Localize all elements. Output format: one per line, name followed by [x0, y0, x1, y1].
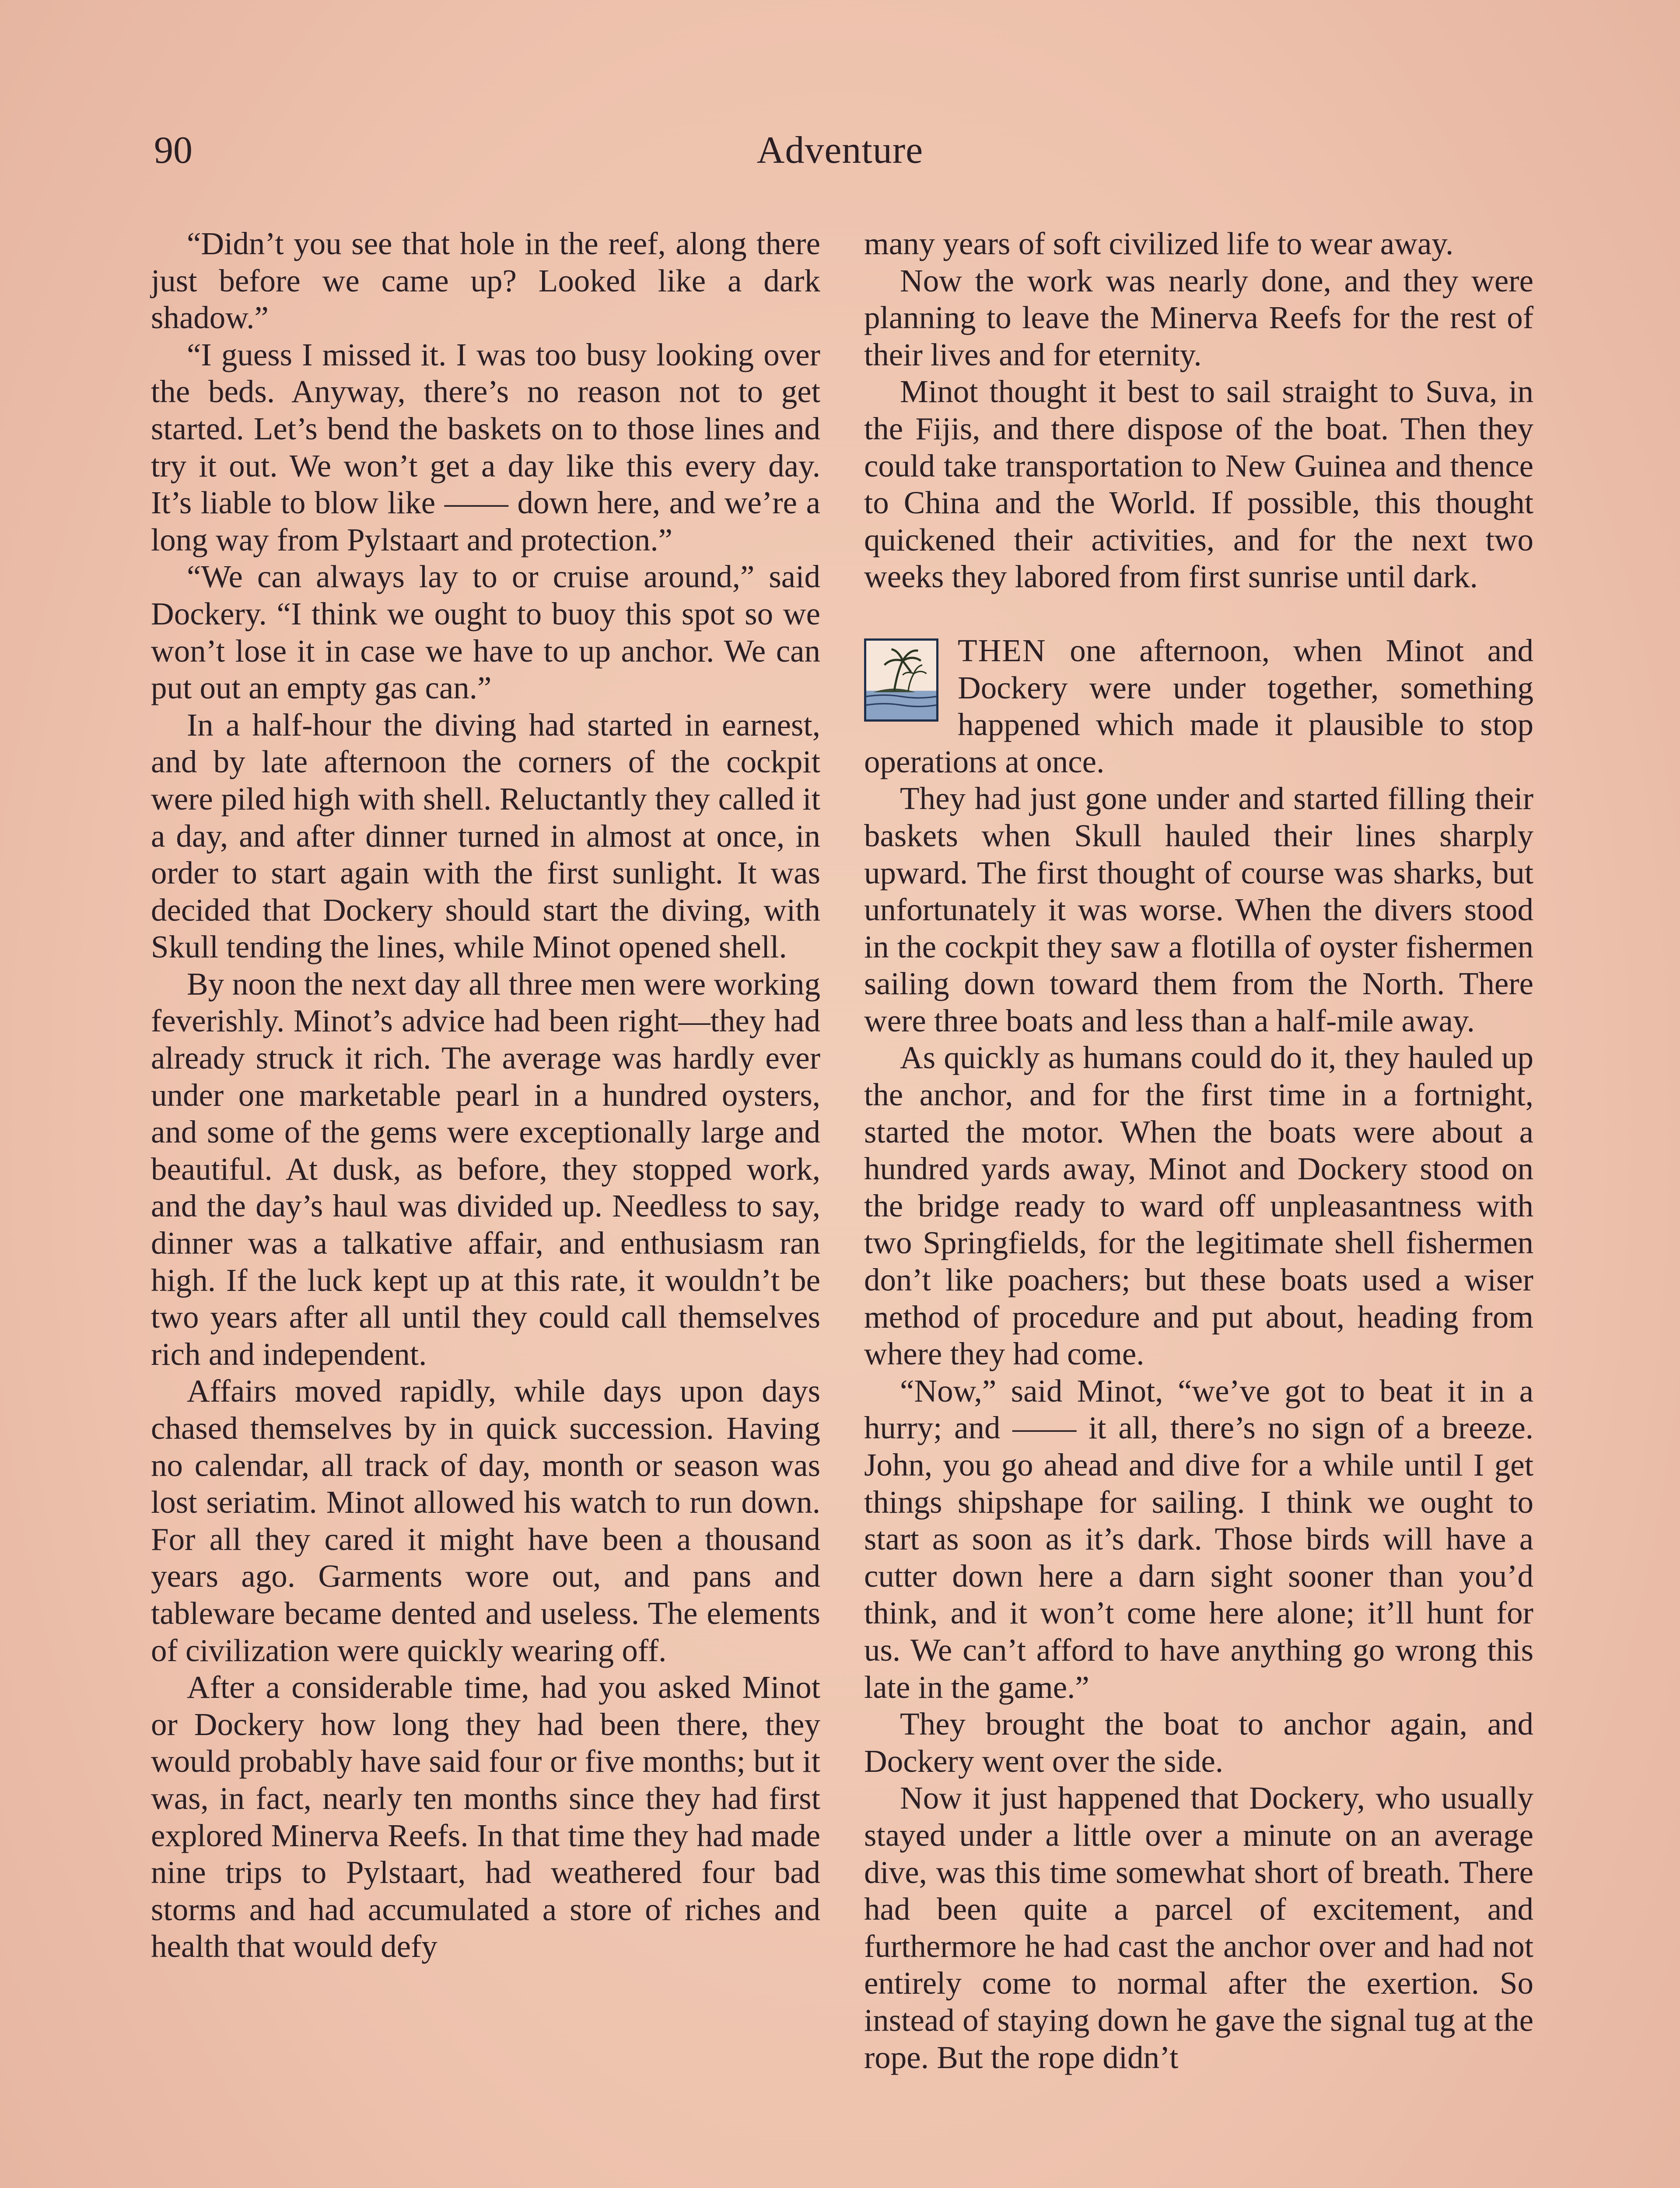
paragraph: “Didn’t you see that hole in the reef, along there just before we came up? Looked like a dark shadow.” — [151, 226, 820, 336]
right-column — [864, 225, 1533, 2076]
paragraph: Now it just happened that Dockery, who usually stayed under a little over a minute on an average dive, was this time somewhat short of breath. There had been quite a parcel of excitement, and furthermore he had cast the anchor over and had not entirely come to normal after the exertion. So instead of staying down he gave the signal tug at the rope. But the rope didn’t — [864, 1780, 1533, 2075]
running-title: Adventure — [756, 129, 924, 172]
paragraph: After a considerable time, had you asked Minot or Dockery how long they had been there, they would probably have said four or five months; but it was, in fact, nearly ten months since they had first explored Minerva Reefs. In that time they had made nine trips to Pylstaart, had weathered four bad storms and had accumulated a store of riches and health that would defy — [151, 1669, 820, 1964]
lead-word: THEN — [958, 632, 1046, 668]
first-paragraph-text: one afternoon, when Minot and Dockery were under together, something happened which made it plausible to stop operations at once. — [864, 632, 1533, 779]
paragraph: Minot thought it best to sail straight to Suva, in the Fijis, and there dispose of the boat. Then they could take transportation to New Guinea and thence to China and the World. If possible, this thought quickened their activities, and for the next two weeks they labored from first sunrise until dark. — [864, 374, 1533, 595]
paragraph: “I guess I missed it. I was too busy looking over the beds. Anyway, there’s no reason not to get started. Let’s bend the baskets on to those lines and try it out. We won’t get a day like this every day. It’s liable to blow like —— down here, and we’re a long way from Pylstaart and protection.” — [151, 337, 820, 558]
page-number: 90 — [154, 129, 192, 172]
paragraph: In a half-hour the diving had started in earnest, and by late afternoon the corners of the cockpit were piled high with shell. Reluctantly they called it a day, and after dinner turned in almost at once, in order to start again with the first sunlight. It was decided that Dockery should start the diving, with Skull tending the lines, while Minot opened shell. — [151, 707, 820, 965]
paragraph: By noon the next day all three men were working feverishly. Minot’s advice had been right—they had already struck it rich. The average was hardly ever under one marketable pearl in a hundred oysters, and some of the gems were exceptionally large and beautiful. At dusk, as before, they stopped work, and the day’s haul was divided up. Needless to say, dinner was a talkative affair, and enthusiasm ran high. If the luck kept up at this rate, it wouldn’t be two years after all until they could call themselves rich and independent. — [151, 966, 820, 1372]
paragraph: They had just gone under and started filling their baskets when Skull hauled their lines sharply upward. The first thought of course was sharks, but unfortunately it was worse. When the divers stood in the cockpit they saw a flotilla of oyster fishermen sailing down toward them from the North. There were three boats and less than a half-mile away. — [864, 781, 1533, 1038]
paragraph: Now the work was nearly done, and they were planning to leave the Minerva Reefs for the rest of their lives and for eternity. — [864, 263, 1533, 372]
section-break — [864, 596, 1533, 632]
paragraph: “Now,” said Minot, “we’ve got to beat it in a hurry; and —— it all, there’s no sign of a breeze. John, you go ahead and dive for a while until I get things shipshape for sailing. I think we ought to start as soon as it’s dark. Those birds will have a cutter down here a darn sight sooner than you’d think, and it won’t come here alone; it’ll hunt for us. We can’t afford to have anything go wrong this late in the game.” — [864, 1373, 1533, 1705]
left-column — [151, 225, 820, 1965]
section-first-paragraph — [864, 632, 1533, 780]
paragraph: many years of soft civilized life to wear away. — [864, 226, 1454, 261]
paragraph: “We can always lay to or cruise around,” said Dockery. “I think we ought to buoy this spot so we won’t lose it in case we have to up anchor. We can put out an empty gas can.” — [151, 559, 820, 706]
island-vignette-icon — [864, 638, 938, 722]
paragraph: They brought the boat to anchor again, and Dockery went over the side. — [864, 1706, 1533, 1779]
paragraph: As quickly as humans could do it, they hauled up the anchor, and for the first time in a fortnight, started the motor. When the boats were about a hundred yards away, Minot and Dockery stood on the bridge ready to ward off unpleasantness with two Springfields, for the legitimate shell fishermen don’t like poachers; but these boats used a wiser method of procedure and put about, heading from where they had come. — [864, 1040, 1533, 1372]
paragraph: Affairs moved rapidly, while days upon days chased themselves by in quick succession. Having no calendar, all track of day, month or season was lost seriatim. Minot allowed his watch to run down. For all they cared it might have been a thousand years ago. Garments wore out, and pans and tableware became dented and useless. The elements of civilization were quickly wearing off. — [151, 1373, 820, 1668]
section-opening — [864, 632, 1533, 780]
